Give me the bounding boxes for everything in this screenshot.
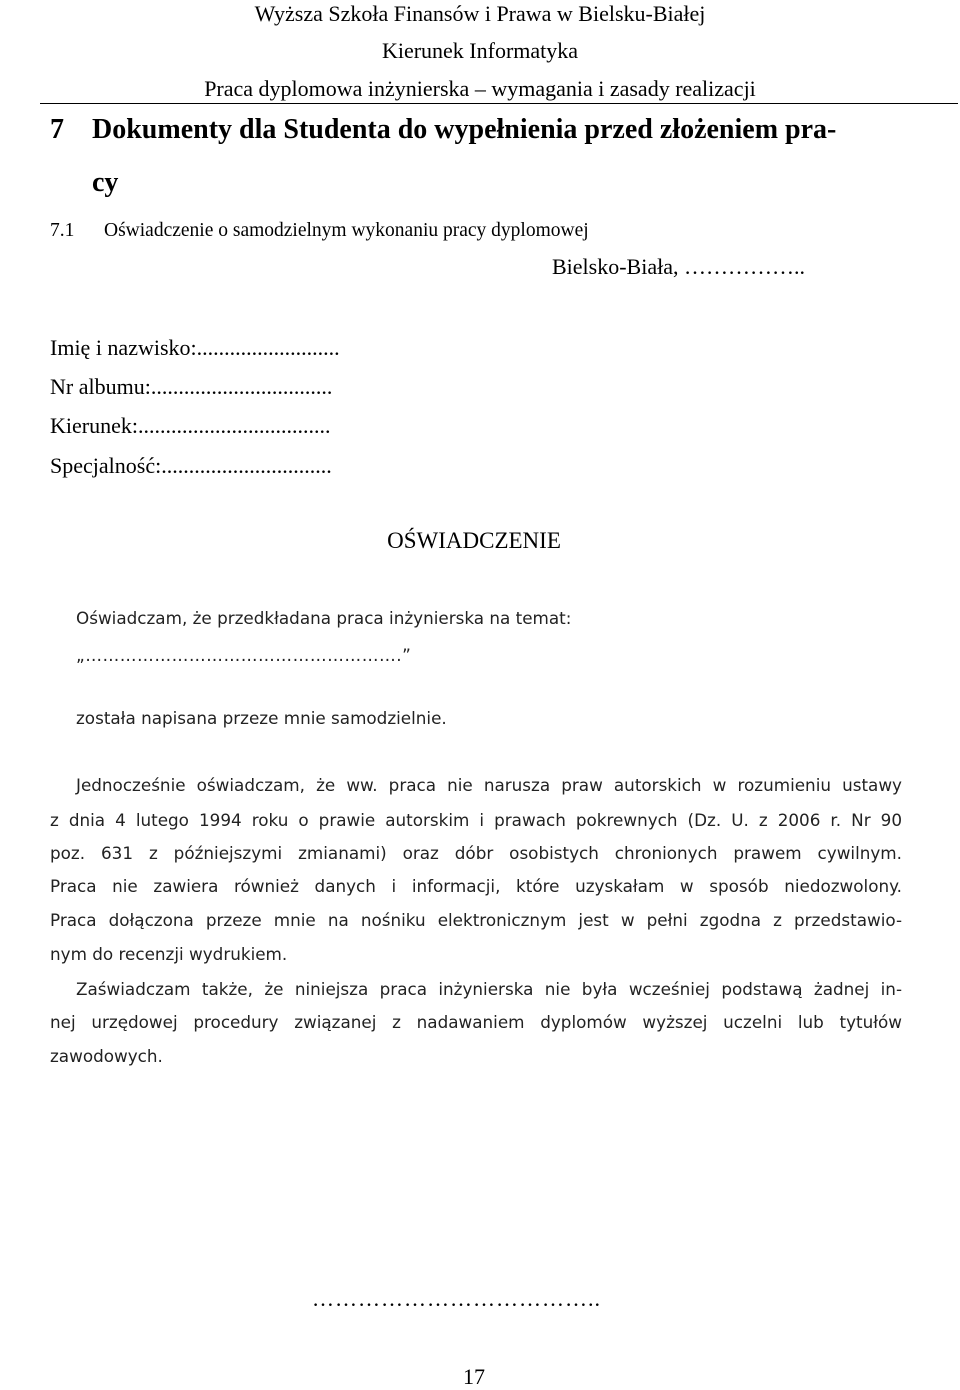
declaration-body-line: Jednocześnie oświadczam, że ww. praca nie narusza praw autorskich w rozumieniu ustawy — [76, 775, 902, 795]
declaration-body-line: Praca nie zawiera również danych i informacji, które uzyskałam w sposób niedozwolony. — [50, 876, 902, 896]
declaration-body-line: nej urzędowej procedury związanej z nadawaniem dyplomów wyższej uczelni lub tytułów — [50, 1012, 902, 1032]
declaration-intro: Oświadczam, że przedkładana praca inżynierska na temat: — [76, 608, 572, 628]
declaration-body-line: Praca dołączona przeze mnie na nośniku elektronicznym jest w pełni zgodna z przedstawio- — [50, 910, 902, 930]
section-7-number: 7 — [50, 114, 64, 145]
section-7-title-line1: Dokumenty dla Studenta do wypełnienia przed złożeniem pra- — [92, 114, 837, 145]
header-program: Kierunek Informatyka — [381, 38, 579, 63]
declaration-body-line: Zaświadczam także, że niniejsza praca inżynierska nie była wcześniej podstawą żadnej in- — [76, 979, 902, 999]
declaration-body-line: poz. 631 z późniejszymi zmianami) oraz dóbr osobistych chronionych prawem cywilnym. — [50, 843, 902, 863]
section-7-1-heading — [50, 220, 589, 242]
section-7-1-title: Oświadczenie o samodzielnym wykonaniu pracy dyplomowej — [104, 220, 589, 241]
place-date: Bielsko-Biała, …………….. — [552, 254, 805, 279]
declaration-body-line: z dnia 4 lutego 1994 roku o prawie autorskim i prawach pokrewnych (Dz. U. z 2006 r. Nr 90 — [50, 810, 902, 830]
declaration-self-written: została napisana przeze mnie samodzielnie. — [76, 708, 447, 728]
section-7-1-number: 7.1 — [50, 220, 75, 241]
declaration-body-line: nym do recenzji wydrukiem. — [50, 944, 288, 964]
header-thesis-title: Praca dyplomowa inżynierska – wymagania i zasady realizacji — [204, 76, 756, 101]
field-kierunek: Kierunek:................................... — [50, 413, 331, 438]
declaration-topic-line: „……………………………………………….” — [76, 645, 412, 665]
header-university: Wyższa Szkoła Finansów i Prawa w Bielsku-Białej — [254, 1, 706, 26]
field-specjalnosc: Specjalność:............................... — [50, 453, 332, 478]
header-rule — [40, 103, 958, 104]
page-number: 17 — [463, 1364, 485, 1389]
declaration-body-line: zawodowych. — [50, 1046, 163, 1066]
declaration-heading: OŚWIADCZENIE — [387, 528, 561, 553]
field-name: Imię i nazwisko:.......................... — [50, 335, 340, 360]
field-album-number: Nr albumu:................................. — [50, 374, 333, 399]
signature-line: ……………………………….. — [312, 1286, 601, 1311]
section-7-title-line2: cy — [92, 167, 119, 198]
